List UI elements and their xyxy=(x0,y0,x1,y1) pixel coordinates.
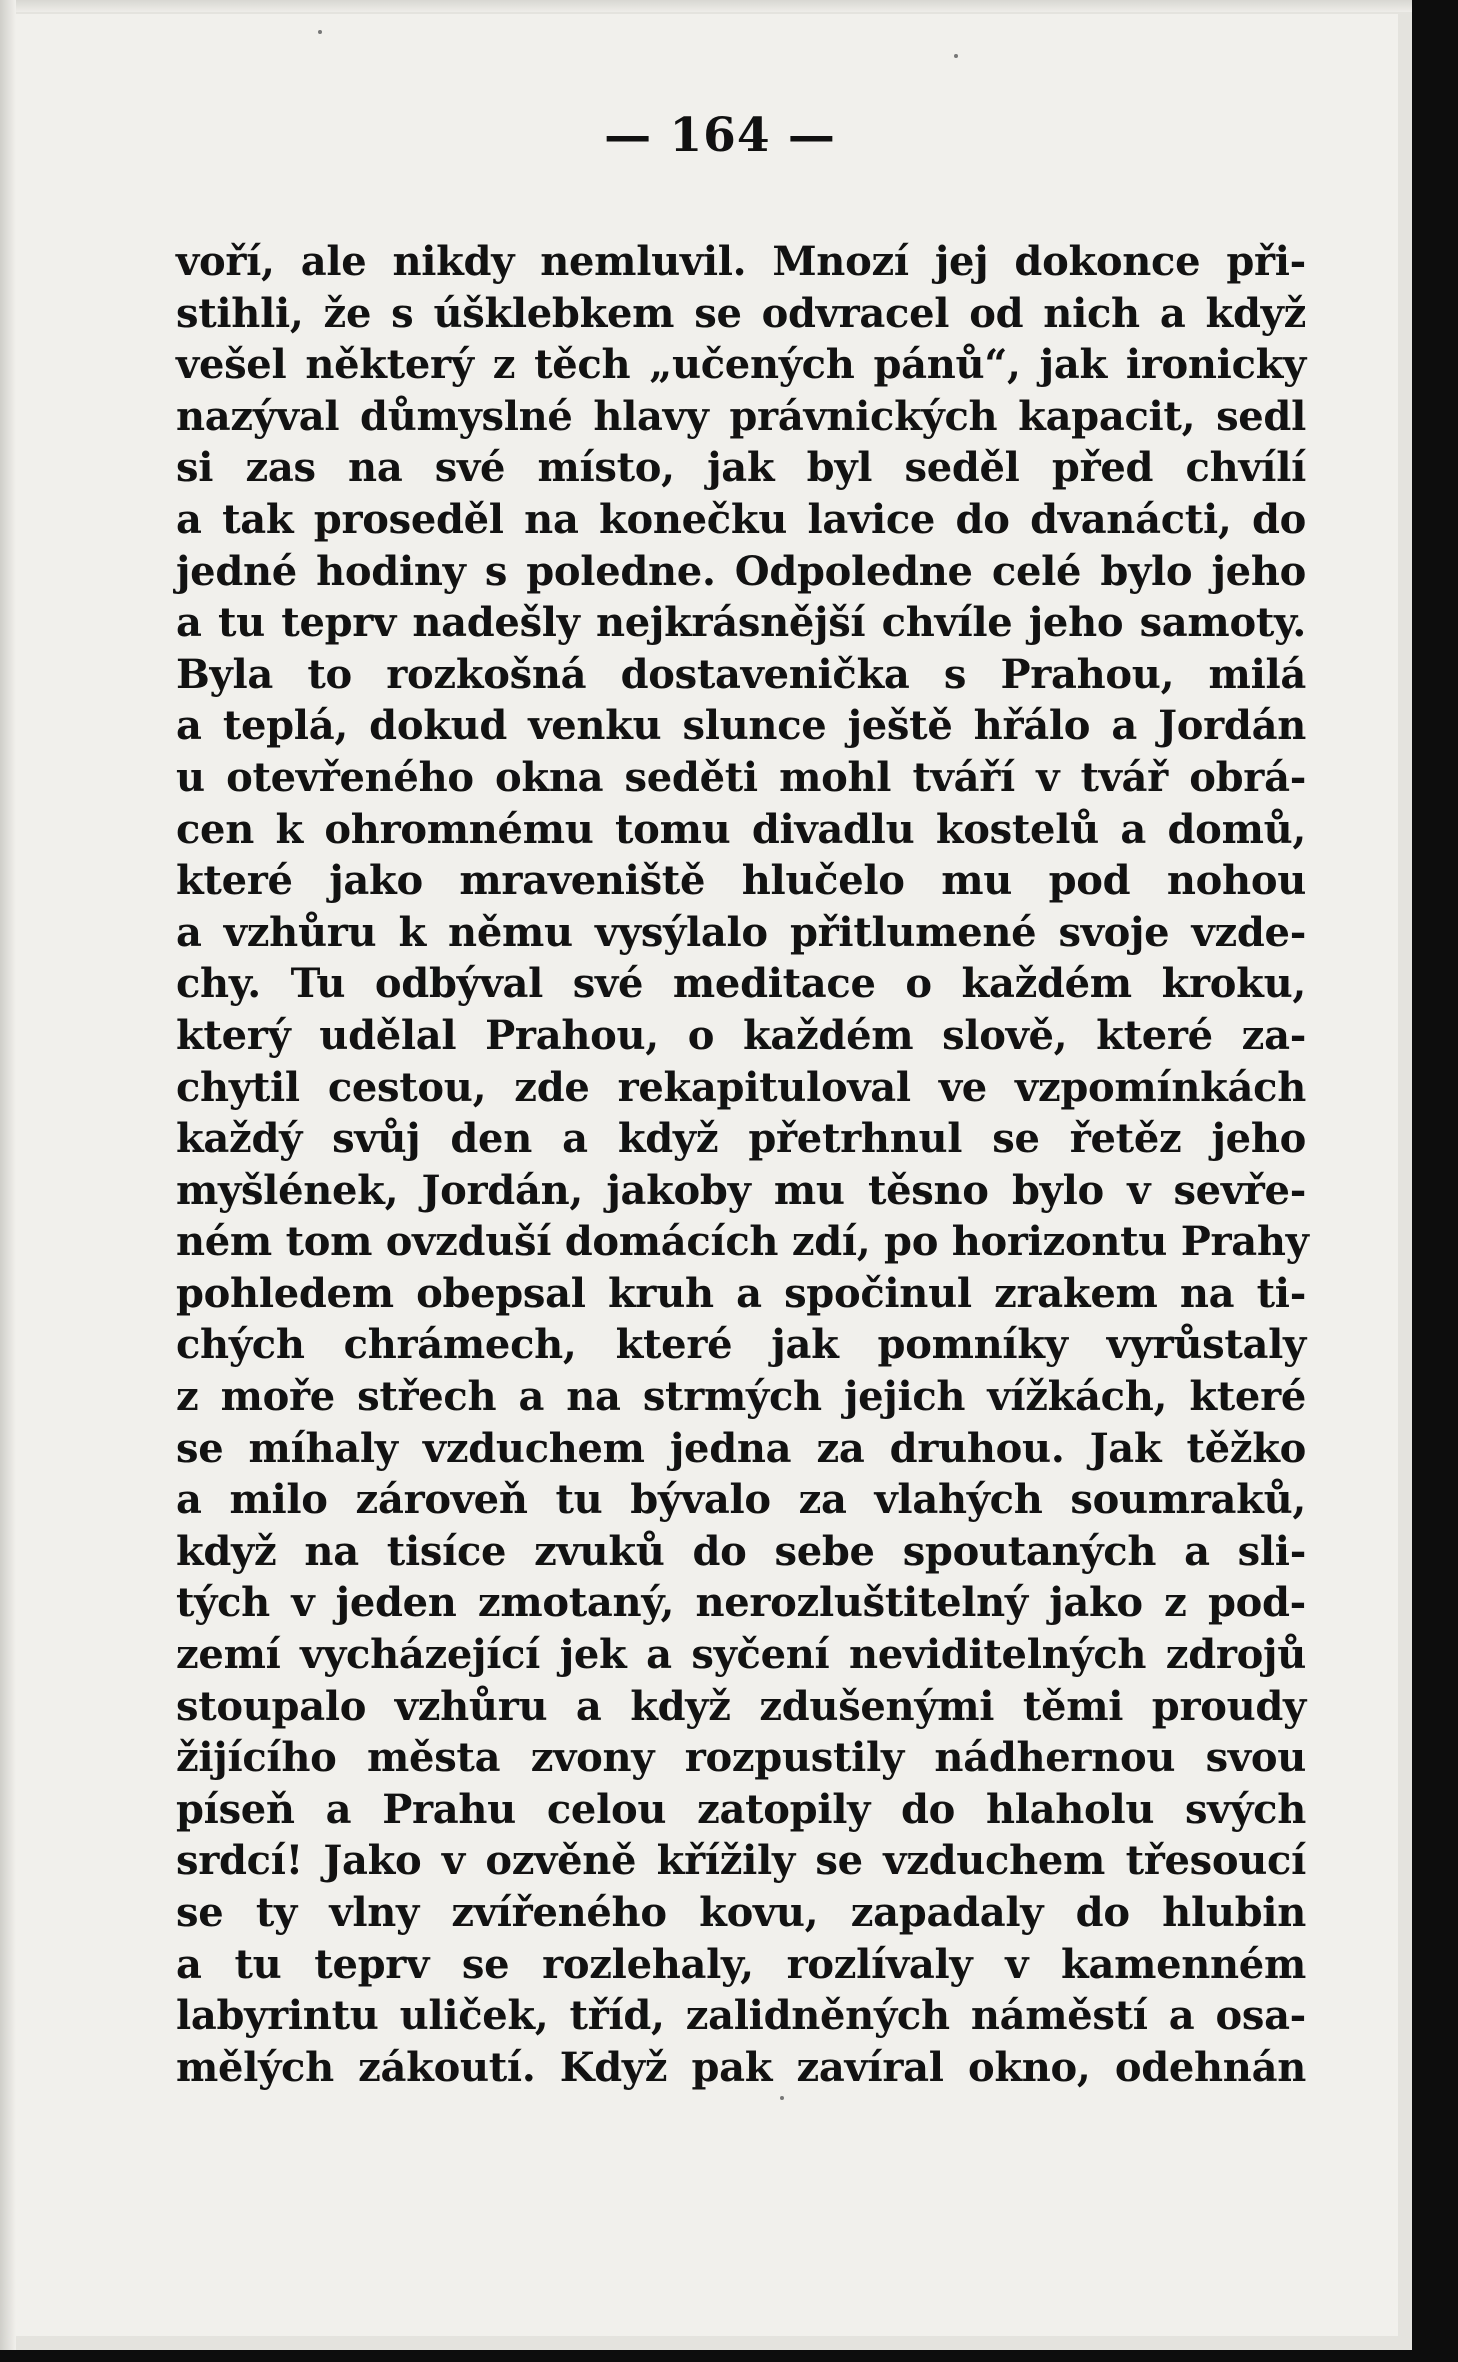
paper-speck xyxy=(780,2096,784,2100)
paper-speck xyxy=(318,30,322,34)
body-text xyxy=(176,236,1309,2093)
text-line: chy. Tu odbýval své meditace o každém kroku, xyxy=(176,960,1306,1008)
text-line: pohledem obepsal kruh a spočinul zrakem na ti- xyxy=(176,1269,1306,1317)
text-line: tých v jeden zmotaný, nerozluštitelný jako z pod- xyxy=(176,1579,1306,1627)
text-line: srdcí! Jako v ozvěně křížily se vzduchem třesoucí xyxy=(176,1837,1306,1885)
text-line: u otevřeného okna seděti mohl tváří v tvář obrá- xyxy=(176,753,1306,801)
page-left-edge xyxy=(0,0,16,2350)
text-line: píseň a Prahu celou zatopily do hlaholu svých xyxy=(176,1785,1306,1833)
text-line: se míhaly vzduchem jedna za druhou. Jak těžko xyxy=(176,1424,1306,1472)
text-line: a tak proseděl na konečku lavice do dvanácti, do xyxy=(176,495,1306,543)
text-line: zemí vycházející jek a syčení neviditelných zdrojů xyxy=(176,1631,1306,1679)
text-line: myšlének, Jordán, jakoby mu těsno bylo v sevře- xyxy=(176,1166,1306,1214)
text-line: chých chrámech, které jak pomníky vyrůstaly xyxy=(176,1321,1306,1369)
text-line: cen k ohromnému tomu divadlu kostelů a domů, xyxy=(176,805,1306,853)
text-line: vešel některý z těch „učených pánů“, jak ironicky xyxy=(176,341,1306,389)
text-line: a tu teprv nadešly nejkrásnější chvíle jeho samoty. xyxy=(176,599,1306,647)
text-line: každý svůj den a když přetrhnul se řetěz jeho xyxy=(176,1115,1306,1163)
text-line: jedné hodiny s poledne. Odpoledne celé bylo jeho xyxy=(176,547,1306,595)
text-line: Byla to rozkošná dostavenička s Prahou, milá xyxy=(176,650,1306,698)
text-line: a milo zároveň tu bývalo za vlahých soumraků, xyxy=(176,1476,1306,1524)
text-line: labyrintu uliček, tříd, zalidněných náměstí a osa- xyxy=(176,1992,1306,2040)
text-line: mělých zákoutí. Když pak zavíral okno, odehnán xyxy=(176,2043,1306,2091)
text-line: se ty vlny zvířeného kovu, zapadaly do hlubin xyxy=(176,1889,1306,1936)
text-line: z moře střech a na strmých jejich vížkách, které xyxy=(176,1373,1306,1421)
text-line: a vzhůru k němu vysýlalo přitlumené svoje vzde- xyxy=(176,908,1306,956)
text-line: chytil cestou, zde rekapituloval ve vzpomínkách xyxy=(176,1063,1306,1111)
paper-speck xyxy=(954,54,958,58)
text-line: nazýval důmyslné hlavy právnických kapacit, sedl xyxy=(176,392,1306,440)
page-number: — 164 — xyxy=(604,108,836,163)
text-line: když na tisíce zvuků do sebe spoutaných a sli- xyxy=(176,1527,1306,1575)
page-top-edge xyxy=(0,0,1412,12)
text-line: a tu teprv se rozlehaly, rozlívaly v kamenném xyxy=(176,1940,1306,1988)
text-line: ném tom ovzduší domácích zdí, po horizontu Prahy xyxy=(176,1218,1309,1266)
text-line: který udělal Prahou, o každém slově, které za- xyxy=(176,1011,1306,1059)
text-line: žijícího města zvony rozpustily nádhernou svou xyxy=(176,1734,1306,1782)
text-line: které jako mraveniště hlučelo mu pod nohou xyxy=(176,857,1306,905)
text-line: stoupalo vzhůru a když zdušenými těmi proudy xyxy=(176,1682,1306,1730)
text-line: si zas na své místo, jak byl seděl před chvílí xyxy=(176,444,1306,492)
text-line: voří, ale nikdy nemluvil. Mnozí jej dokonce při- xyxy=(176,238,1306,285)
text-line: a teplá, dokud venku slunce ještě hřálo a Jordán xyxy=(176,702,1306,750)
text-line: stihli, že s úšklebkem se odvracel od nich a když xyxy=(176,289,1306,337)
